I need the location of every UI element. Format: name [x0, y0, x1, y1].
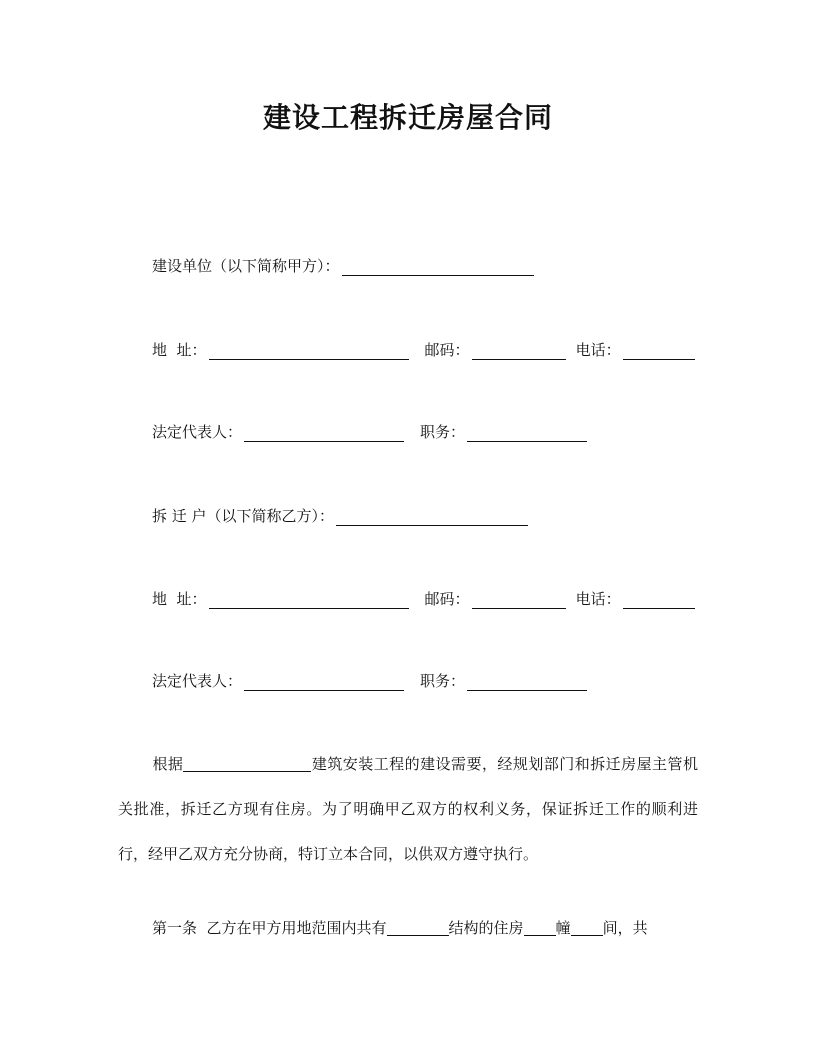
preamble-part2: 建筑安装工程的建设需要，经规划部门和拆迁房屋主管机关批准，拆迁乙方现有住房。为了明确甲乙双方的权利义务，保证拆迁工作的顺利进行，经甲乙双方充分协商，特订立本合同，以供双方遵守执行。: [118, 755, 698, 863]
party-b-phone-blank: [623, 592, 695, 609]
party-a-address-blank: [209, 343, 409, 360]
party-a-phone-label: 电话：: [575, 341, 621, 359]
party-a-position-blank: [467, 425, 587, 442]
party-b-label: 拆 迁 户（以下简称乙方）：: [152, 507, 335, 525]
party-b-rep-label: 法定代表人：: [152, 672, 243, 690]
party-a-rep-label: 法定代表人：: [152, 423, 243, 441]
party-b-address-label: 地 址：: [152, 590, 207, 608]
preamble-paragraph: [118, 742, 698, 877]
party-a-address-line: [152, 340, 697, 360]
building-count-blank: [524, 919, 556, 936]
party-a-postcode-blank: [472, 343, 566, 360]
party-a-postcode-label: 邮码：: [424, 341, 470, 359]
party-b-position-blank: [467, 674, 587, 691]
party-b-line: [152, 506, 530, 526]
article1-part4: 间，共: [602, 919, 648, 937]
project-name-blank: [183, 755, 311, 772]
party-b-position-label: 职务：: [420, 672, 466, 690]
room-count-blank: [571, 919, 603, 936]
party-a-address-label: 地 址：: [152, 341, 207, 359]
party-a-label: 建设单位（以下简称甲方）：: [152, 257, 340, 275]
party-b-rep-line: [152, 671, 589, 691]
party-b-name-blank: [336, 509, 528, 526]
party-b-postcode-blank: [472, 592, 566, 609]
party-b-rep-blank: [244, 674, 404, 691]
article1-part1: 第一条 乙方在甲方用地范围内共有: [152, 919, 387, 937]
party-a-name-blank: [342, 259, 534, 276]
document-title: 建设工程拆迁房屋合同: [262, 101, 553, 134]
party-a-phone-blank: [623, 343, 695, 360]
preamble-part1: 根据: [152, 755, 184, 773]
party-b-address-line: [152, 589, 697, 609]
party-b-phone-label: 电话：: [575, 590, 621, 608]
party-a-position-label: 职务：: [420, 423, 466, 441]
party-b-address-blank: [209, 592, 409, 609]
party-b-postcode-label: 邮码：: [424, 590, 470, 608]
article1-part2: 结构的住房: [448, 919, 524, 937]
party-a-rep-line: [152, 422, 589, 442]
article1-paragraph: [118, 906, 698, 951]
structure-type-blank: [387, 919, 449, 936]
party-a-line: [152, 256, 536, 276]
party-a-rep-blank: [244, 425, 404, 442]
article1-part3: 幢: [555, 919, 571, 937]
